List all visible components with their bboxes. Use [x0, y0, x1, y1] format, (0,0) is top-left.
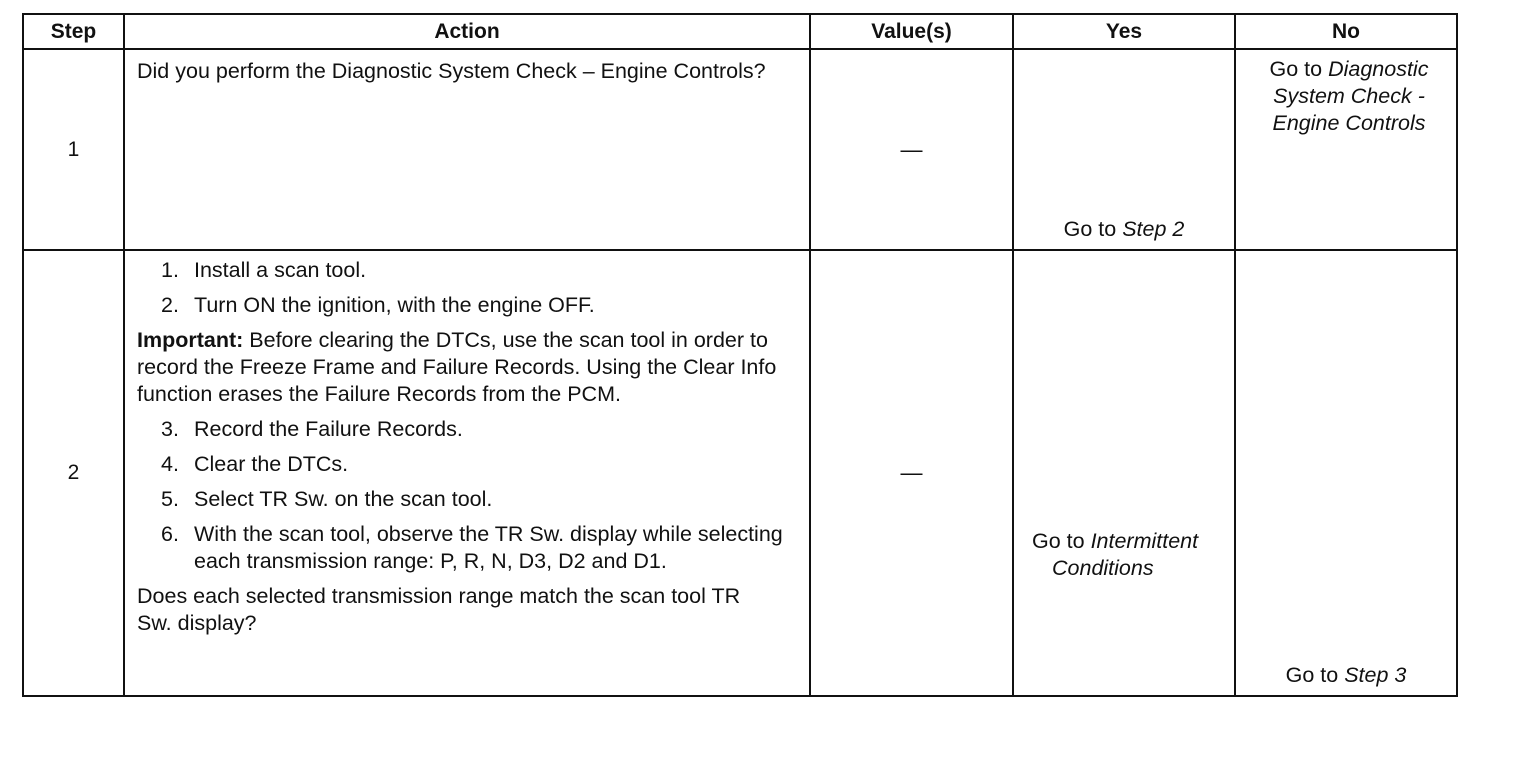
list-item [161, 486, 799, 513]
list-item-number: 2. [161, 293, 179, 317]
list-item [161, 292, 799, 319]
list-item-text: Turn ON the ignition, with the engine OFF. [194, 293, 595, 317]
yes-cell [1013, 250, 1235, 696]
list-item-number: 1. [161, 258, 179, 282]
action-cell [124, 49, 810, 250]
header-values: Value(s) [810, 14, 1013, 49]
yes-answer-line-2 [1032, 555, 1234, 582]
header-action: Action [124, 14, 810, 49]
action-cell [124, 250, 810, 696]
header-row [23, 14, 1457, 49]
yes-link[interactable]: Step 2 [1122, 217, 1185, 241]
list-item-text: Record the Failure Records. [194, 417, 463, 441]
yes-link[interactable]: Intermittent [1090, 529, 1199, 553]
value-cell: — [810, 49, 1013, 250]
no-answer[interactable] [1236, 50, 1456, 137]
header-no: No [1235, 14, 1457, 49]
list-item-number: 5. [161, 487, 179, 511]
action-text: Did you perform the Diagnostic System Check – Engine Controls? [137, 59, 766, 83]
yes-link[interactable]: Conditions [1052, 556, 1154, 580]
yes-answer[interactable] [1014, 216, 1234, 243]
no-prefix: Go to [1269, 57, 1329, 81]
yes-prefix: Go to [1032, 529, 1091, 553]
diagnostic-table [22, 13, 1458, 697]
question-text: Does each selected transmission range match the scan tool TR Sw. display? [137, 584, 741, 635]
step-number: 1 [23, 49, 124, 250]
important-text: Before clearing the DTCs, use the scan tool in order to record the Freeze Frame and Failure Records. Using the Clear Info function erases the Failure Records from the PCM. [137, 328, 777, 406]
no-prefix: Go to [1285, 663, 1345, 687]
yes-answer[interactable] [1014, 528, 1234, 582]
list-item [161, 416, 799, 443]
no-cell [1235, 49, 1457, 250]
no-cell [1235, 250, 1457, 696]
list-item-number: 6. [161, 522, 179, 546]
important-label: Important: [137, 328, 244, 352]
list-item-text: Install a scan tool. [194, 258, 367, 282]
important-note [137, 327, 797, 408]
list-item [161, 521, 799, 575]
header-yes: Yes [1013, 14, 1235, 49]
no-link[interactable]: Diagnostic System Check - Engine Controls [1272, 57, 1429, 135]
value-cell: — [810, 250, 1013, 696]
step-number: 2 [23, 250, 124, 696]
yes-answer-line-1 [1032, 528, 1234, 555]
no-answer[interactable] [1236, 662, 1456, 689]
table-row-step-2 [23, 250, 1457, 696]
list-item-text: Select TR Sw. on the scan tool. [194, 487, 493, 511]
list-item-number: 4. [161, 452, 179, 476]
table-row-step-1 [23, 49, 1457, 250]
list-item-text: With the scan tool, observe the TR Sw. display while selecting each transmission range: P, R, N, D3, D2 and D1. [194, 522, 783, 573]
list-item [161, 451, 799, 478]
no-link[interactable]: Step 3 [1344, 663, 1407, 687]
list-item-text: Clear the DTCs. [194, 452, 349, 476]
list-item [161, 257, 799, 284]
header-step: Step [23, 14, 124, 49]
yes-cell [1013, 49, 1235, 250]
list-item-number: 3. [161, 417, 179, 441]
yes-prefix: Go to [1063, 217, 1123, 241]
